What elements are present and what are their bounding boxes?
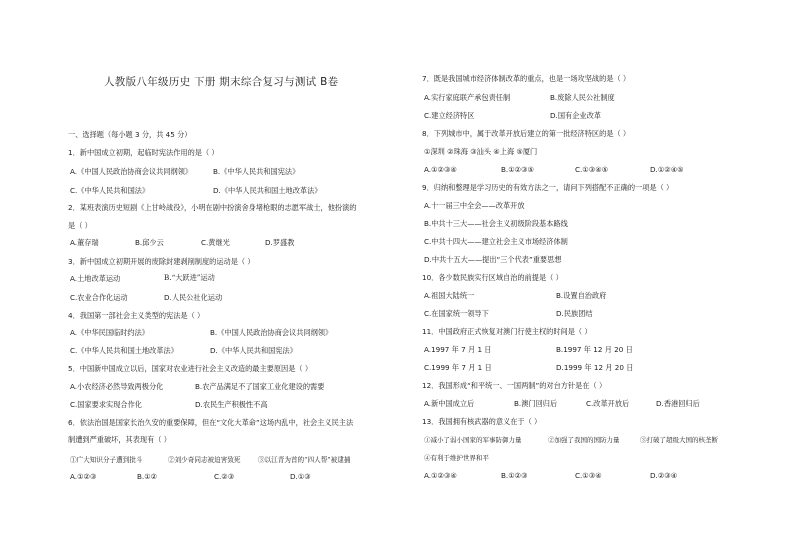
q6-statement-1: ①广大知识分子遭到批斗 (70, 456, 143, 464)
q13-option-b: B.①②③ (501, 471, 528, 480)
q6-statement-2: ②刘少奇同志被迫害致死 (168, 456, 241, 464)
q12-option-a: A.新中国成立后 (424, 399, 475, 408)
exam-title: 人教版八年级历史 下册 期末综合复习与测试 B卷 (104, 76, 339, 88)
q13-option-a: A.①②③④ (424, 471, 457, 480)
question-1-stem: 1．新中国成立初期，起临时宪法作用的是（ ） (68, 148, 219, 157)
q12-option-d: D.香港回归后 (656, 399, 700, 408)
q13-statement-4: ④有利于维护世界和平 (424, 454, 489, 462)
question-4-stem: 4．我国第一部社会主义类型的宪法是（ ） (68, 311, 205, 320)
q11-option-c: C.1999 年 7 月 1 日 (424, 363, 492, 372)
q8-option-b: B.①②③⑤ (501, 165, 534, 174)
q13-option-d: D.②③④ (650, 471, 678, 480)
question-13-stem: 13．我国拥有核武器的意义在于（ ） (422, 417, 542, 426)
question-7-stem: 7．既是我国城市经济体制改革的重点，也是一场攻坚战的是（ ） (422, 74, 631, 83)
q5-option-c: C.国家要求实现合作化 (70, 400, 142, 409)
q6-statement-3: ③以江青为首的“四人帮”被逮捕 (258, 456, 351, 464)
question-6-stem-line2: 制遭到严重破坏，其表现有（ ） (68, 435, 171, 444)
q2-option-a: A.董存瑞 (70, 238, 99, 247)
question-2-stem-line1: 2．某班表演历史短剧《上甘岭战役》，小明在剧中扮演舍身堵枪眼的志愿军战士，他扮演的 (68, 203, 357, 212)
q11-option-d: D.1999 年 12 月 20 日 (556, 363, 634, 372)
q1-option-a: A.《中国人民政治协商会议共同纲领》 (70, 167, 193, 176)
q1-option-b: B.《中华人民共和国宪法》 (213, 167, 300, 176)
q7-option-b: B.废除人民公社制度 (550, 93, 615, 102)
q5-option-b: B.农产品满足不了国家工业化建设的需要 (195, 382, 325, 391)
question-10-stem: 10．各少数民族实行区域自治的前提是（ ） (422, 273, 563, 282)
q13-statement-2: ②加强了我国的国防力量 (548, 436, 620, 444)
q10-option-b: B.设置自治政府 (556, 291, 607, 300)
q6-option-c: C.②③ (214, 472, 235, 481)
question-9-stem: 9．归纳和整理是学习历史的有效方法之一，请问下列搭配不正确的一项是（ ） (422, 183, 674, 192)
q8-option-d: D.①②④⑤ (650, 165, 684, 174)
q3-option-c: C.农业合作化运动 (70, 293, 128, 302)
q5-option-a: A.小农经济必然导致两极分化 (70, 382, 164, 391)
question-12-stem: 12．我国形成“和平统一、一国两制”的对台方针是在（ ） (422, 381, 607, 390)
q8-statements: ①深圳 ②珠海 ③汕头 ④上海 ⑤厦门 (424, 147, 538, 156)
q4-option-c: C.《中华人民共和国土地改革法》 (70, 346, 178, 355)
q6-option-d: D.①③ (290, 472, 311, 481)
q2-option-c: C.黄继光 (201, 238, 230, 247)
q13-option-c: C.①③④ (575, 471, 602, 480)
q8-option-c: C.①③④⑤ (575, 165, 609, 174)
question-5-stem: 5．中国新中国成立以后，国家对农业进行社会主义改造的最主要原因是（ ） (68, 364, 313, 373)
q9-option-a: A.十一届三中全会——改革开放 (424, 201, 525, 210)
q4-option-b: B.《中国人民政治协商会议共同纲领》 (210, 328, 333, 337)
q6-option-b: B.①② (137, 472, 158, 481)
q7-option-a: A.实行家庭联产承包责任制 (424, 93, 511, 102)
q3-option-b: B.“大跃进”运动 (164, 273, 215, 282)
q10-option-a: A.祖国大陆统一 (424, 291, 475, 300)
q10-option-d: D.民族团结 (556, 309, 593, 318)
q1-option-c: C.《中华人民共和国法》 (70, 186, 150, 195)
q11-option-b: B.1997 年 12 月 20 日 (556, 345, 633, 354)
question-8-stem: 8．下列城市中，属于改革开放后建立的第一批经济特区的是（ ） (422, 129, 631, 138)
q2-option-d: D.罗盛教 (265, 238, 295, 247)
question-3-stem: 3．新中国成立初期开展的废除封建剥削制度的运动是（ ） (68, 257, 255, 266)
q13-statement-1: ①减小了弱小国家的军事防御力量 (424, 436, 522, 444)
q12-option-c: C.改革开放后 (586, 399, 630, 408)
q9-option-c: C.中共十四大——建立社会主义市场经济体制 (424, 237, 568, 246)
question-6-stem-line1: 6．依法治国是国家长治久安的重要保障，但在“文化大革命”这场内乱中，社会主义民主法 (68, 418, 354, 427)
q7-option-c: C.建立经济特区 (424, 111, 475, 120)
q13-statement-3: ③打破了超级大国的核垄断 (640, 436, 718, 444)
q9-option-b: B.中共十三大——社会主义初级阶段基本路线 (424, 219, 568, 228)
q2-option-b: B.邱少云 (135, 238, 164, 247)
q11-option-a: A.1997 年 7 月 1 日 (424, 345, 492, 354)
q6-option-a: A.①②③ (70, 472, 97, 481)
question-2-stem-line2: 是（ ） (68, 221, 92, 230)
q8-option-a: A.①②③④ (424, 165, 457, 174)
q4-option-a: A.《中华民国临时约法》 (70, 328, 149, 337)
q5-option-d: D.农民生产积极性不高 (195, 400, 268, 409)
q4-option-d: D.《中华人民共和国宪法》 (210, 346, 297, 355)
q7-option-d: D.国有企业改革 (550, 111, 601, 120)
q12-option-b: B.澳门回归后 (514, 399, 558, 408)
section-heading: 一、选择题（每小题 3 分，共 45 分） (68, 130, 192, 139)
q10-option-c: C.在国家统一领导下 (424, 309, 489, 318)
q9-option-d: D.中共十五大——提出“三个代表”重要思想 (424, 255, 562, 264)
question-11-stem: 11．中国政府正式恢复对澳门行使主权的时间是（ ） (422, 327, 592, 336)
q1-option-d: D.《中华人民共和国土地改革法》 (213, 186, 322, 195)
q3-option-d: D.人民公社化运动 (164, 293, 223, 302)
q3-option-a: A.土地改革运动 (70, 274, 121, 283)
